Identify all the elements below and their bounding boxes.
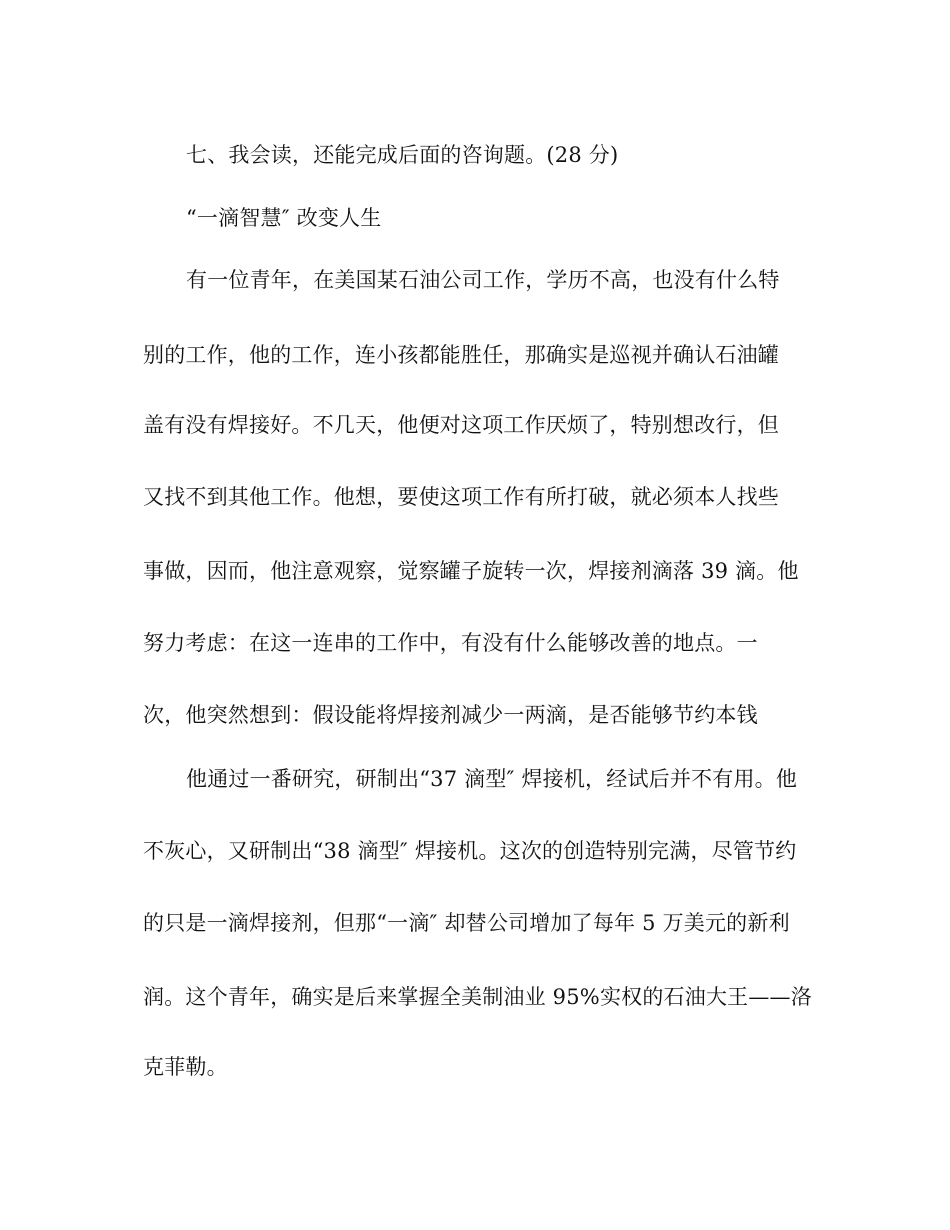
paragraph-line: 的只是一滴焊接剂，但那“一滴″ 却替公司增加了每年 5 万美元的新利: [143, 911, 790, 935]
paragraph-line: 润。这个青年，确实是后来掌握全美制油业 95%实权的石油大王——洛: [143, 985, 812, 1009]
paragraph-line: 别的工作，他的工作，连小孩都能胜任，那确实是巡视并确认石油罐: [143, 343, 779, 367]
paragraph-line: 有一位青年，在美国某石油公司工作，学历不高，也没有什么特: [186, 268, 780, 292]
paragraph-line: 又找不到其他工作。他想，要使这项工作有所打破，就必须本人找些: [143, 485, 779, 509]
paragraph-line: 不灰心，又研制出“38 滴型″ 焊接机。这次的创造特别完满，尽管节约: [143, 839, 797, 863]
paragraph-line: 他通过一番研究，研制出“37 滴型″ 焊接机，经试后并不有用。他: [186, 767, 798, 791]
question-heading: 七、我会读，还能完成后面的咨询题。(28 分): [186, 143, 619, 167]
passage-title: “一滴智慧″ 改变人生: [186, 206, 382, 230]
paragraph-line: 盖有没有焊接好。不几天，他便对这项工作厌烦了，特别想改行，但: [143, 413, 779, 437]
paragraph-line: 事做，因而，他注意观察，觉察罐子旋转一次，焊接剂滴落 39 滴。他: [143, 559, 799, 583]
paragraph-line: 克菲勒。: [143, 1055, 228, 1079]
paragraph-line: 次，他突然想到：假设能将焊接剂减少一两滴，是否能够节约本钱: [143, 703, 758, 727]
paragraph-line: 努力考虑：在这一连串的工作中，有没有什么能够改善的地点。一: [143, 631, 758, 655]
